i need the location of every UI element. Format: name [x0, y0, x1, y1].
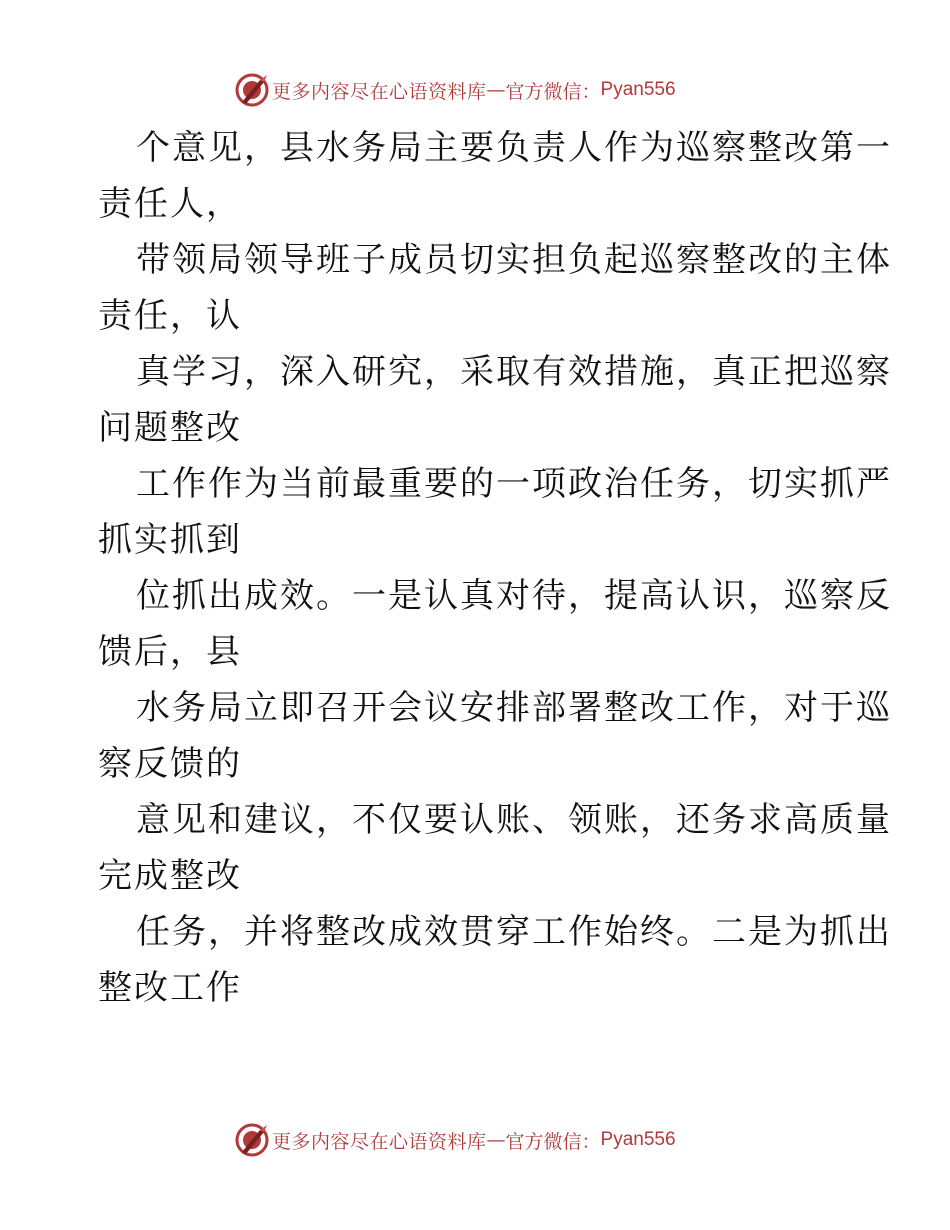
quill-pen-logo-icon [234, 1122, 270, 1158]
banner-contact-id: Pyan556 [600, 79, 676, 100]
text-line: 位抓出成效。一是认真对待，提高认识，巡察反 [136, 576, 892, 616]
text-line: 责任，认 [98, 296, 242, 336]
text-line: 真学习，深入研究，采取有效措施，真正把巡察 [136, 352, 892, 392]
text-line: 抓实抓到 [98, 520, 242, 560]
text-line: 任务，并将整改成效贯穿工作始终。二是为抓出 [136, 912, 892, 952]
banner-separator: — [486, 79, 506, 101]
text-line: 问题整改 [98, 408, 242, 448]
header-banner [234, 70, 676, 110]
banner-contact-label: 官方微信： [505, 80, 601, 103]
banner-separator: — [486, 1129, 506, 1151]
text-line: 水务局立即召开会议安排部署整改工作，对于巡 [136, 688, 892, 728]
text-line: 个意见，县水务局主要负责人作为巡察整改第一 [136, 128, 892, 168]
text-line: 责任人， [98, 184, 242, 224]
banner-contact-id: Pyan556 [600, 1129, 676, 1150]
text-line: 察反馈的 [98, 744, 242, 784]
text-line: 完成整改 [98, 856, 242, 896]
text-line: 带领局领导班子成员切实担负起巡察整改的主体 [136, 240, 892, 280]
text-line: 工作作为当前最重要的一项政治任务，切实抓严 [136, 464, 892, 504]
banner-contact-label: 官方微信： [505, 1130, 601, 1153]
document-body [98, 120, 892, 1016]
quill-pen-logo-icon [234, 72, 270, 108]
text-line: 整改工作 [98, 968, 242, 1008]
banner-site-text: 更多内容尽在心语资料库 [272, 80, 487, 103]
text-line: 意见和建议，不仅要认账、领账，还务求高质量 [136, 800, 892, 840]
text-line: 馈后，县 [98, 632, 242, 672]
footer-banner [234, 1120, 676, 1160]
banner-site-text: 更多内容尽在心语资料库 [272, 1130, 487, 1153]
